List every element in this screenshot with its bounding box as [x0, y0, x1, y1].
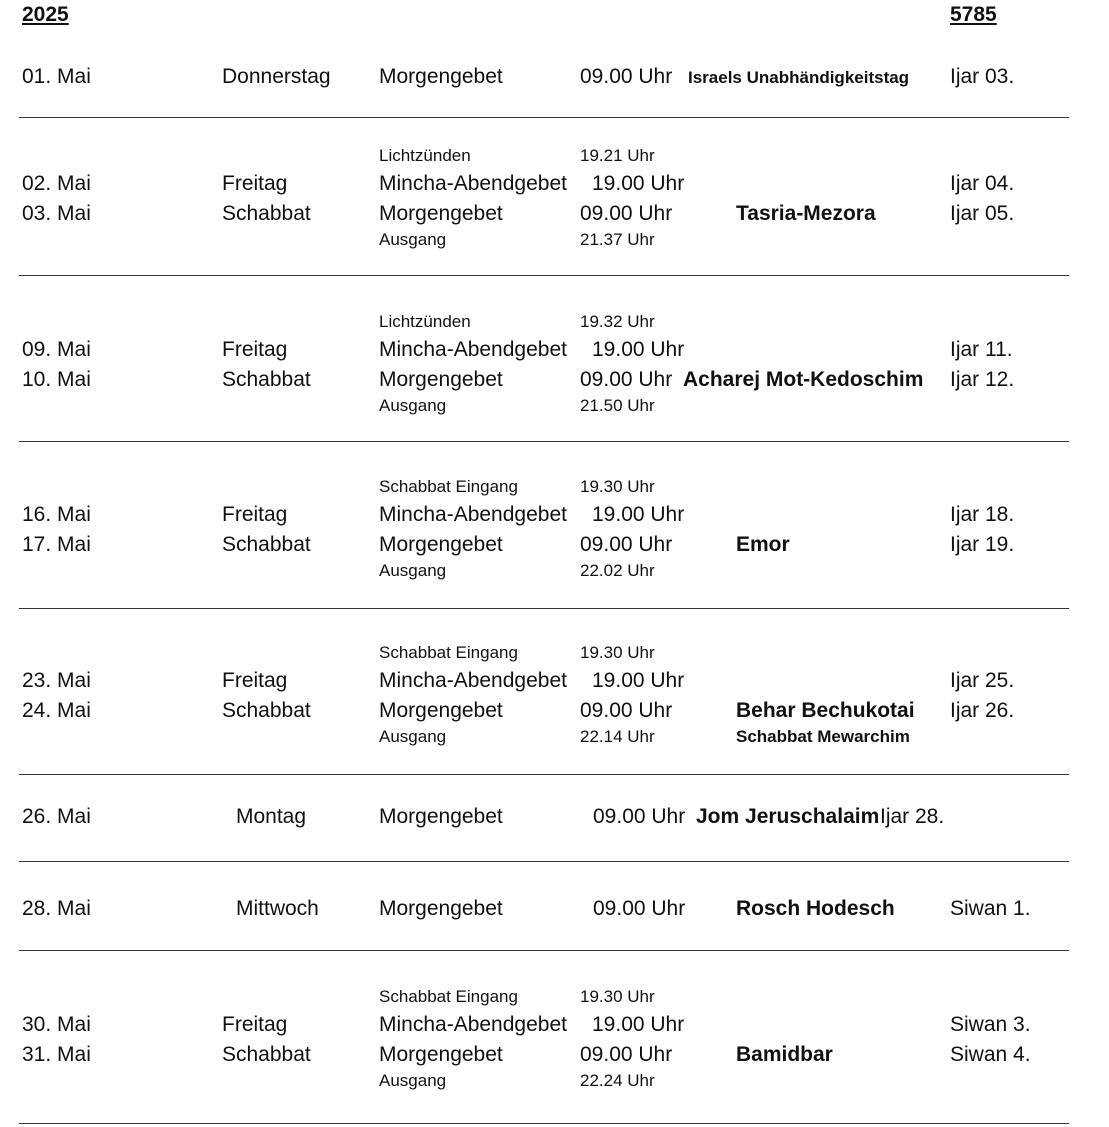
shabbat-date: 31. Mai	[22, 1043, 91, 1066]
pre-label: Schabbat Eingang	[379, 477, 518, 496]
friday-date: 09. Mai	[22, 338, 91, 361]
time: 09.00 Uhr	[593, 805, 686, 828]
shabbat-service: Morgengebet	[379, 699, 503, 722]
shabbat-weekday: Schabbat	[222, 202, 311, 225]
friday-service: Mincha-Abendgebet	[379, 172, 567, 195]
divider	[19, 441, 1069, 442]
post-time: 22.02 Uhr	[580, 561, 655, 580]
year-hebrew: 5785	[950, 3, 997, 26]
post-label: Ausgang	[379, 1071, 447, 1090]
shabbat-weekday: Schabbat	[222, 699, 311, 722]
divider	[19, 608, 1069, 609]
post-time: 22.24 Uhr	[580, 1071, 655, 1090]
parasha: Bamidbar	[736, 1043, 833, 1066]
friday-service: Mincha-Abendgebet	[379, 503, 567, 526]
pre-label: Schabbat Eingang	[379, 643, 518, 662]
date: 28. Mai	[22, 897, 91, 920]
parasha: Emor	[736, 533, 790, 556]
friday-time: 19.00 Uhr	[592, 1013, 685, 1036]
friday-service: Mincha-Abendgebet	[379, 669, 567, 692]
friday-date: 16. Mai	[22, 503, 91, 526]
parasha: Tasria-Mezora	[736, 202, 876, 225]
shabbat-time: 09.00 Uhr	[580, 1043, 673, 1066]
shabbat-time: 09.00 Uhr	[580, 202, 673, 225]
divider	[19, 1123, 1069, 1124]
date: 26. Mai	[22, 805, 91, 828]
post-label: Ausgang	[379, 727, 447, 746]
friday-hebrew-date: Ijar 04.	[950, 172, 1015, 195]
friday-hebrew-date: Ijar 11.	[950, 338, 1013, 361]
service: Morgengebet	[379, 65, 503, 88]
shabbat-hebrew-date: Ijar 26.	[950, 699, 1015, 722]
shabbat-hebrew-date: Ijar 05.	[950, 202, 1015, 225]
shabbat-service: Morgengebet	[379, 202, 503, 225]
divider	[19, 774, 1069, 775]
weekday: Mittwoch	[236, 897, 319, 920]
friday-weekday: Freitag	[222, 503, 288, 526]
friday-service: Mincha-Abendgebet	[379, 1013, 567, 1036]
shabbat-hebrew-date: Siwan 4.	[950, 1043, 1031, 1066]
shabbat-time: 09.00 Uhr	[580, 533, 673, 556]
pre-time: 19.32 Uhr	[580, 312, 655, 331]
friday-hebrew-date: Ijar 25.	[950, 669, 1015, 692]
friday-time: 19.00 Uhr	[592, 503, 685, 526]
shabbat-date: 24. Mai	[22, 699, 91, 722]
shabbat-hebrew-date: Ijar 19.	[950, 533, 1015, 556]
time: 09.00 Uhr	[593, 897, 686, 920]
shabbat-weekday: Schabbat	[222, 1043, 311, 1066]
pre-label: Lichtzünden	[379, 312, 471, 331]
friday-weekday: Freitag	[222, 1013, 288, 1036]
shabbat-service: Morgengebet	[379, 368, 503, 391]
holiday-note: Rosch Hodesch	[736, 897, 895, 920]
pre-label: Lichtzünden	[379, 146, 471, 165]
post-label: Ausgang	[379, 561, 447, 580]
friday-hebrew-date: Ijar 18.	[950, 503, 1015, 526]
pre-label: Schabbat Eingang	[379, 987, 518, 1006]
friday-date: 23. Mai	[22, 669, 91, 692]
parasha: Acharej Mot-Kedoschim	[683, 368, 924, 391]
post-note: Schabbat Mewarchim	[736, 727, 910, 746]
post-label: Ausgang	[379, 230, 447, 249]
divider	[19, 950, 1069, 951]
friday-weekday: Freitag	[222, 172, 288, 195]
friday-hebrew-date: Siwan 3.	[950, 1013, 1031, 1036]
hebrew-date: Ijar 03.	[950, 65, 1015, 88]
date: 01. Mai	[22, 65, 91, 88]
year-gregorian: 2025	[22, 3, 69, 26]
pre-time: 19.30 Uhr	[580, 987, 655, 1006]
shabbat-weekday: Schabbat	[222, 368, 311, 391]
shabbat-weekday: Schabbat	[222, 533, 311, 556]
service: Morgengebet	[379, 805, 503, 828]
divider	[19, 117, 1069, 118]
friday-time: 19.00 Uhr	[592, 669, 685, 692]
shabbat-service: Morgengebet	[379, 1043, 503, 1066]
divider	[19, 861, 1069, 862]
friday-date: 02. Mai	[22, 172, 91, 195]
divider	[19, 275, 1069, 276]
weekday: Donnerstag	[222, 65, 331, 88]
parasha: Behar Bechukotai	[736, 699, 915, 722]
holiday-note: Israels Unabhändigkeitstag	[688, 68, 910, 87]
friday-time: 19.00 Uhr	[592, 338, 685, 361]
time: 09.00 Uhr	[580, 65, 673, 88]
shabbat-date: 10. Mai	[22, 368, 91, 391]
weekday: Montag	[236, 805, 307, 828]
shabbat-hebrew-date: Ijar 12.	[950, 368, 1015, 391]
friday-date: 30. Mai	[22, 1013, 91, 1036]
shabbat-service: Morgengebet	[379, 533, 503, 556]
shabbat-date: 17. Mai	[22, 533, 91, 556]
friday-weekday: Freitag	[222, 669, 288, 692]
post-time: 21.50 Uhr	[580, 396, 655, 415]
friday-weekday: Freitag	[222, 338, 288, 361]
friday-service: Mincha-Abendgebet	[379, 338, 567, 361]
pre-time: 19.21 Uhr	[580, 146, 655, 165]
post-label: Ausgang	[379, 396, 447, 415]
shabbat-time: 09.00 Uhr	[580, 368, 673, 391]
pre-time: 19.30 Uhr	[580, 477, 655, 496]
pre-time: 19.30 Uhr	[580, 643, 655, 662]
hebrew-date: Siwan 1.	[950, 897, 1031, 920]
service: Morgengebet	[379, 897, 503, 920]
holiday-note: Jom Jeruschalaim	[696, 805, 880, 828]
post-time: 22.14 Uhr	[580, 727, 655, 746]
friday-time: 19.00 Uhr	[592, 172, 685, 195]
post-time: 21.37 Uhr	[580, 230, 655, 249]
shabbat-time: 09.00 Uhr	[580, 699, 673, 722]
shabbat-date: 03. Mai	[22, 202, 91, 225]
hebrew-date: Ijar 28.	[880, 805, 945, 828]
